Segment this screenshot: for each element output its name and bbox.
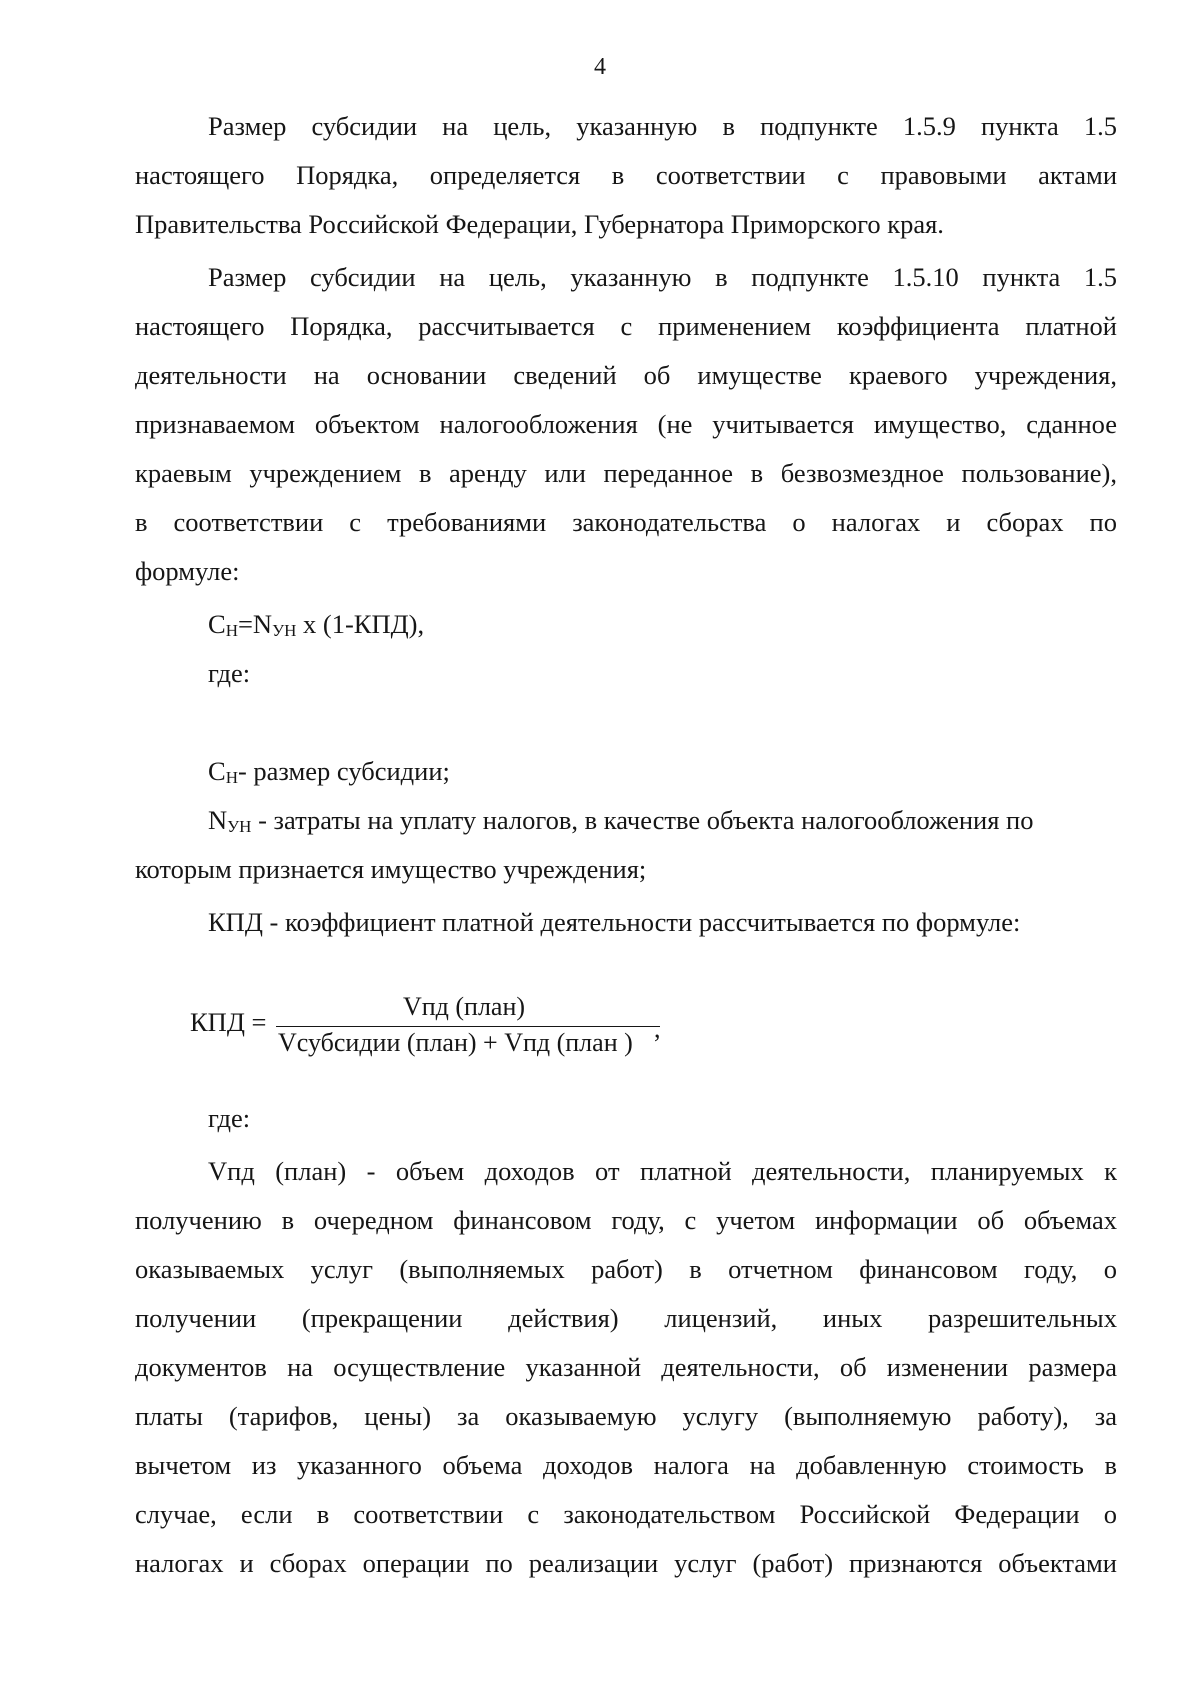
definition-kpd: КПД - коэффициент платной деятельности рассчитывается по формуле:	[208, 907, 1021, 937]
paragraph-2-line-7: формуле:	[135, 556, 240, 586]
paragraph-2-line-3: деятельности на основании сведений об имуществе краевого учреждения,	[135, 360, 1117, 390]
formula-kpd-label: КПД =	[190, 1007, 267, 1037]
paragraph-3-line-9: налогах и сборах операции по реализации услуг (работ) признаются объектами	[135, 1548, 1117, 1578]
formula-n-subscript: УН	[272, 621, 297, 640]
paragraph-2-line-2: настоящего Порядка, рассчитывается с применением коэффициента платной	[135, 311, 1117, 341]
formula-c-subscript: Н	[225, 621, 238, 640]
definition-n-text: - затраты на уплату налогов, в качестве объекта налогообложения по	[251, 805, 1034, 835]
formula-eq-n: =N	[237, 609, 273, 639]
paragraph-3-line-1: Vпд (план) - объем доходов от платной деятельности, планируемых к	[208, 1156, 1117, 1186]
formula-subsidy	[208, 600, 424, 655]
definition-c-symbol: С	[208, 756, 226, 786]
paragraph-1-line-2: настоящего Порядка, определяется в соответствии с правовыми актами	[135, 160, 1117, 190]
definition-n-subscript: УН	[227, 817, 252, 836]
where-label-1: где:	[208, 658, 251, 688]
fraction-numerator: Vпд (план)	[402, 992, 526, 1021]
paragraph-2-line-6: в соответствии с требованиями законодательства о налогах и сборах по	[135, 507, 1117, 537]
page-number: 4	[594, 54, 606, 80]
where-label-2: где:	[208, 1103, 251, 1133]
paragraph-3-line-8: случае, если в соответствии с законодательством Российской Федерации о	[135, 1499, 1117, 1529]
fraction-bar	[276, 1026, 660, 1027]
paragraph-1-line-1: Размер субсидии на цель, указанную в подпункте 1.5.9 пункта 1.5	[208, 111, 1117, 141]
definition-c	[208, 747, 450, 802]
paragraph-3-line-5: документов на осуществление указанной деятельности, об изменении размера	[135, 1352, 1117, 1382]
formula-rest: х (1-КПД),	[296, 609, 425, 639]
paragraph-3-line-6: платы (тарифов, цены) за оказываемую услугу (выполняемую работу), за	[135, 1401, 1117, 1431]
paragraph-2-line-5: краевым учреждением в аренду или переданное в безвозмездное пользование),	[135, 458, 1117, 488]
definition-n-symbol: N	[208, 805, 228, 835]
paragraph-3-line-3: оказываемых услуг (выполняемых работ) в отчетном финансовом году, о	[135, 1254, 1117, 1284]
paragraph-1-line-3: Правительства Российской Федерации, Губернатора Приморского края.	[135, 209, 944, 239]
fraction-denominator: Vсубсидии (план) + Vпд (план )	[278, 1028, 633, 1057]
paragraph-2-line-4: признаваемом объектом налогообложения (не учитывается имущество, сданное	[135, 409, 1117, 439]
paragraph-3-line-2: получению в очередном финансовом году, с учетом информации об объемах	[135, 1205, 1117, 1235]
definition-n-line-1	[208, 796, 1117, 851]
formula-kpd-comma: ,	[654, 1014, 661, 1043]
definition-n-line-2: которым признается имущество учреждения;	[135, 854, 647, 884]
definition-c-subscript: Н	[225, 768, 238, 787]
paragraph-3-line-7: вычетом из указанного объема доходов налога на добавленную стоимость в	[135, 1450, 1117, 1480]
paragraph-3-line-4: получении (прекращении действия) лицензий, иных разрешительных	[135, 1303, 1117, 1333]
paragraph-2-line-1: Размер субсидии на цель, указанную в подпункте 1.5.10 пункта 1.5	[208, 262, 1117, 292]
definition-c-text: - размер субсидии;	[237, 756, 450, 786]
formula-c: С	[208, 609, 226, 639]
